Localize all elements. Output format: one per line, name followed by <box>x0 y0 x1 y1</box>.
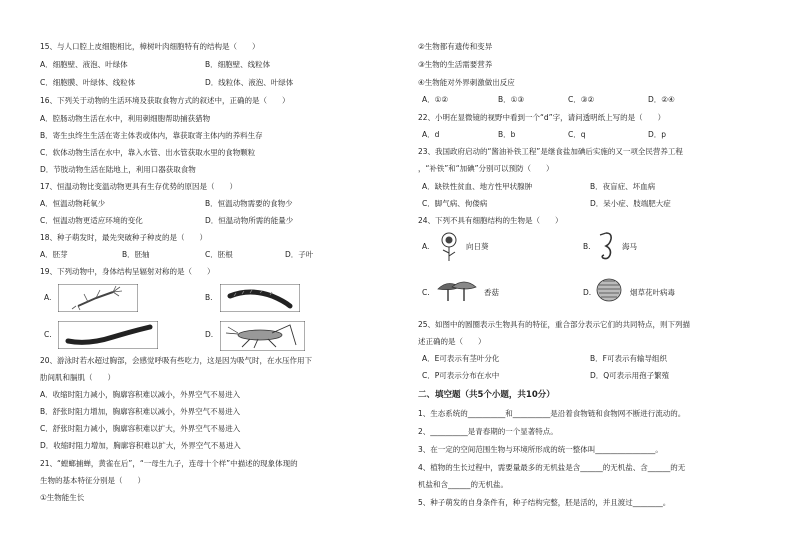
q24-option-c-name: 香菇 <box>484 288 499 297</box>
q25-option-d[interactable]: D．Q可表示用孢子繁殖 <box>590 371 670 380</box>
q17-option-d[interactable]: D．恒温动物所需的能量少 <box>205 216 294 225</box>
q23-option-d[interactable]: D．呆小症、肢端肥大症 <box>590 199 671 208</box>
q21-statement-3: ③生物的生活需要营养 <box>418 60 493 69</box>
fill-q2[interactable]: 2、__________是青春期的一个显著特点。 <box>418 427 558 436</box>
q15-option-d[interactable]: D．线粒体、液泡、叶绿体 <box>205 78 294 87</box>
q24-option-d[interactable]: D. <box>583 288 592 297</box>
fill-q4-line2[interactable]: 机盐和含______的无机盐。 <box>418 480 508 489</box>
q24-option-a-name: 向日葵 <box>466 242 489 251</box>
q18-option-b[interactable]: B．胚轴 <box>122 250 150 259</box>
q22-option-b[interactable]: B．b <box>498 130 516 139</box>
leech-image <box>220 284 300 312</box>
q25-option-c[interactable]: C．P可表示分布在水中 <box>422 371 500 380</box>
q24-option-d-name: 烟草花叶病毒 <box>630 288 675 297</box>
q15-option-b[interactable]: B．细胞壁、线粒体 <box>205 60 271 69</box>
q17-option-a[interactable]: A．恒温动物耗氧少 <box>40 199 106 208</box>
q17-option-b[interactable]: B．恒温动物需要的食物少 <box>205 199 293 208</box>
fill-q4-line1[interactable]: 4、植物的生长过程中，需要量最多的无机盐是含______的无机盐、含______的无 <box>418 463 686 472</box>
q24-option-c[interactable]: C. <box>422 288 430 297</box>
q17-option-c[interactable]: C．恒温动物更适应环境的变化 <box>40 216 143 225</box>
q18-option-c[interactable]: C．胚根 <box>205 250 233 259</box>
q21-statement-2: ②生物都有遗传和变异 <box>418 42 493 51</box>
q18-option-a[interactable]: A．胚芽 <box>40 250 68 259</box>
q20-stem-line1: 20、游泳时若水超过胸部，会感觉呼吸有些吃力，这是因为吸气时，在水压作用下 <box>40 356 313 365</box>
q20-option-a[interactable]: A．收缩时阻力减小，胸廓容积难以减小，外界空气不易进入 <box>40 390 241 399</box>
q19-option-a[interactable]: A. <box>44 293 52 302</box>
q25-option-b[interactable]: B．F可表示有输导组织 <box>590 354 667 363</box>
fill-q3[interactable]: 3、在一定的空间范围生物与环境所形成的统一整体叫________________。 <box>418 445 663 454</box>
q22-option-c[interactable]: C．q <box>568 130 586 139</box>
q18-option-d[interactable]: D．子叶 <box>285 250 314 259</box>
q21-option-c[interactable]: C．③② <box>568 95 595 104</box>
q16-option-a[interactable]: A．腔肠动物生活在水中，利用刺细胞帮助捕获猎物 <box>40 114 211 123</box>
tobacco-mosaic-virus-image <box>594 276 624 304</box>
q23-option-c[interactable]: C．脚气病、佝偻病 <box>422 199 488 208</box>
q22-option-d[interactable]: D．p <box>648 130 667 139</box>
q16-option-b[interactable]: B．寄生虫终生生活在寄主体表或体内，靠获取寄主体内的养料生存 <box>40 131 263 140</box>
q21-option-a[interactable]: A．①② <box>422 95 449 104</box>
q21-option-d[interactable]: D．②④ <box>648 95 675 104</box>
q16-option-c[interactable]: C．软体动物生活在水中，靠入水管、出水管获取水里的食物颗粒 <box>40 148 256 157</box>
sunflower-image <box>436 230 462 262</box>
earthworm-image <box>58 321 158 349</box>
q24-option-b[interactable]: B. <box>583 242 591 251</box>
q24-option-a[interactable]: A. <box>422 242 430 251</box>
seahorse-image <box>596 230 618 262</box>
q19-option-c[interactable]: C. <box>44 330 52 339</box>
q15-option-c[interactable]: C．细胞膜、叶绿体、线粒体 <box>40 78 136 87</box>
q19-stem: 19、下列动物中，身体结构呈辐射对称的是（ ） <box>40 267 215 276</box>
q23-option-a[interactable]: A．缺铁性贫血、地方性甲状腺肿 <box>422 182 533 191</box>
q24-option-b-name: 海马 <box>622 242 637 251</box>
q15-option-a[interactable]: A．细胞壁、液泡、叶绿体 <box>40 60 128 69</box>
grasshopper-image <box>220 321 305 351</box>
q23-stem-line2: ，“补铁”和“加碘”分别可以预防（ ） <box>418 164 554 173</box>
right-column <box>418 0 768 550</box>
section-2-heading: 二、填空题（共5个小题，共10分） <box>418 390 555 400</box>
left-column <box>40 0 395 550</box>
q20-option-d[interactable]: D．收缩时阻力增加，胸廓容积难以扩大，外界空气不易进入 <box>40 441 241 450</box>
q17-stem: 17、恒温动物比变温动物更具有生存优势的原因是（ ） <box>40 182 238 191</box>
q21-option-b[interactable]: B．①③ <box>498 95 525 104</box>
q23-option-b[interactable]: B．夜盲症、坏血病 <box>590 182 656 191</box>
q20-option-b[interactable]: B．舒张时阻力增加，胸廓容积难以减小，外界空气不易进入 <box>40 407 241 416</box>
q25-option-a[interactable]: A．E可表示有茎叶分化 <box>422 354 500 363</box>
q16-option-d[interactable]: D．节肢动物生活在陆地上，利用口器获取食物 <box>40 165 196 174</box>
hydra-image <box>58 284 138 312</box>
q19-option-d[interactable]: D. <box>205 330 214 339</box>
shiitake-image <box>434 277 478 303</box>
q18-stem: 18、种子萌发时，最先突破种子种皮的是（ ） <box>40 233 208 242</box>
q24-stem: 24、下列不具有细胞结构的生物是（ ） <box>418 216 563 225</box>
q21-stem-line2: 生物的基本特征分别是（ ） <box>40 476 145 485</box>
q15-stem: 15、与人口腔上皮细胞相比，樟树叶肉细胞特有的结构是（ ） <box>40 42 260 51</box>
q23-stem-line1: 23、我国政府启动的“酱油补铁工程”是继食盐加碘后实施的又一项全民营养工程 <box>418 147 683 156</box>
fill-q5[interactable]: 5、种子萌发的自身条件有，种子结构完整，胚是活的，并且渡过________。 <box>418 498 671 507</box>
q20-option-c[interactable]: C．舒张时阻力减小，胸廓容积难以扩大，外界空气不易进入 <box>40 424 241 433</box>
q21-stem-line1: 21、“螳螂捕蝉，黄雀在后”，“一母生九子，连母十个样”中描述的现象体现的 <box>40 459 298 468</box>
q25-stem-line2: 述正确的是（ ） <box>418 337 486 346</box>
q16-stem: 16、下列关于动物的生活环境及获取食物方式的叙述中，正确的是（ ） <box>40 96 290 105</box>
q19-option-b[interactable]: B. <box>205 293 213 302</box>
q25-stem-line1: 25、如图中的圆圈表示生物具有的特征，重合部分表示它们的共同特点，则下列描 <box>418 320 691 329</box>
q22-stem: 22、小明在显微镜的视野中看到一个“d”字，请问透明纸上写的是（ ） <box>418 113 666 122</box>
fill-q1[interactable]: 1、生态系统的__________和__________是沿着食物链和食物网不断进行流动的。 <box>418 409 686 418</box>
q21-statement-4: ④生物能对外界刺激做出反应 <box>418 78 515 87</box>
q22-option-a[interactable]: A．d <box>422 130 440 139</box>
q20-stem-line2: 肋间肌和膈肌（ ） <box>40 373 115 382</box>
q21-statement-1: ①生物能生长 <box>40 493 85 502</box>
